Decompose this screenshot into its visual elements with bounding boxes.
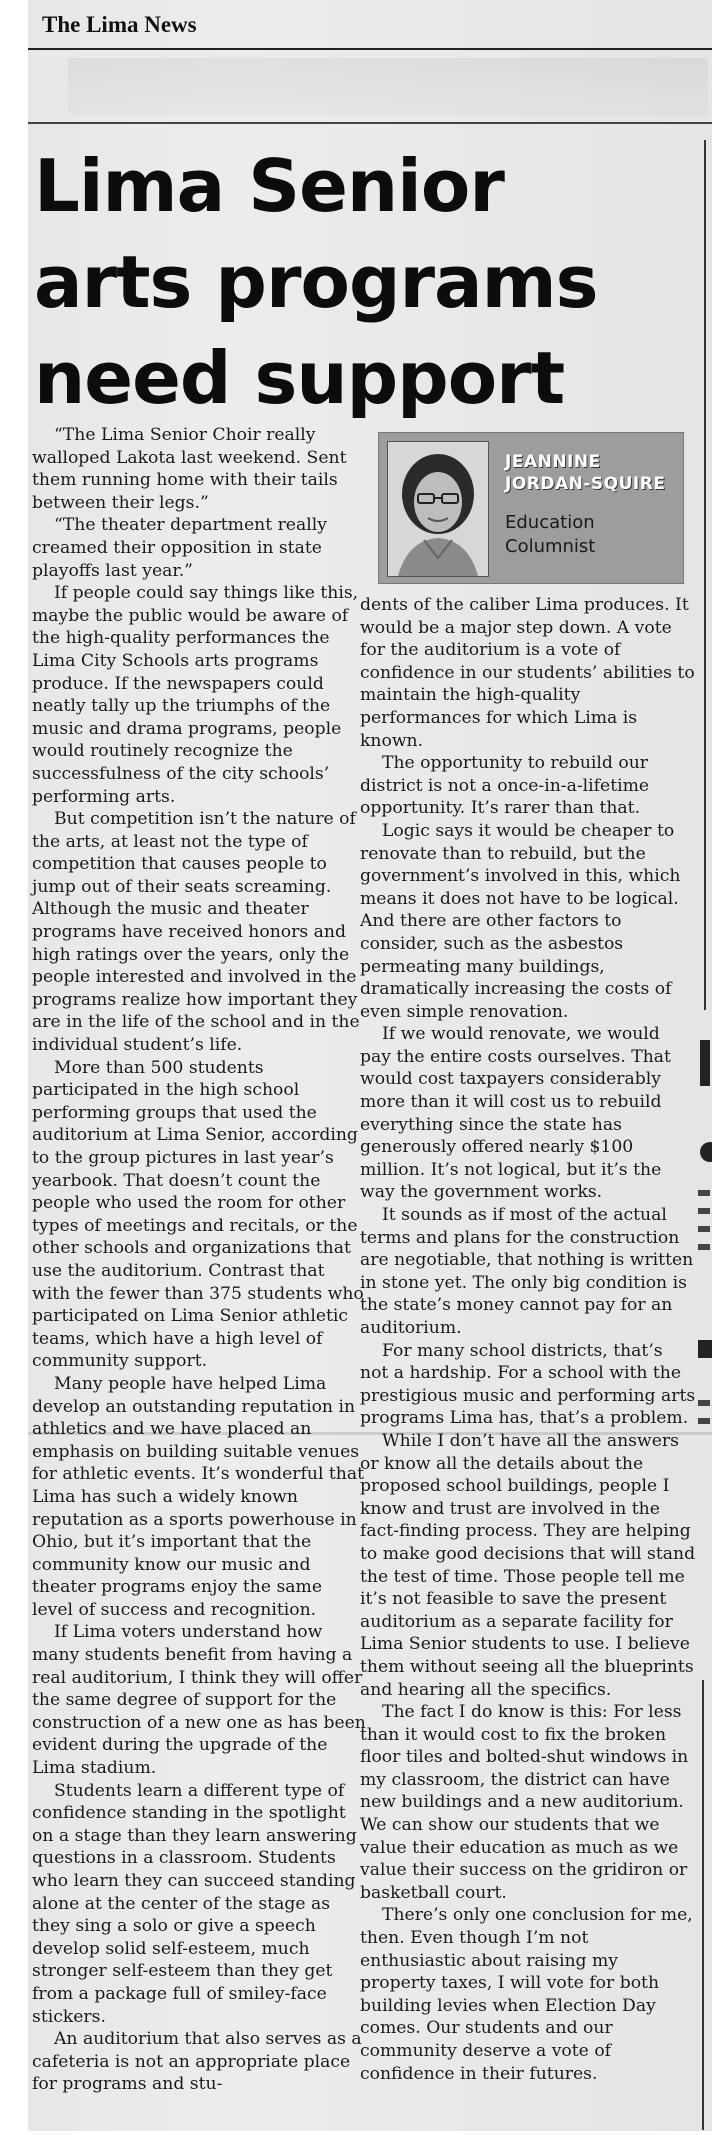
paragraph: For many school districts, that’s not a hardship. For a school with the prestigious music and performing arts programs Lima has, that’s a problem. — [360, 1340, 696, 1429]
paragraph: The opportunity to rebuild our district is not a once-in-a-lifetime opportunity. It’s rarer than that. — [360, 753, 650, 819]
columnist-portrait-icon — [388, 442, 488, 576]
paragraph: Logic says it would be cheaper to renovate than to rebuild, but the government’s involved in this, which means it does not have to be logical. And there are other factors to consider, such as the asbestos permeating many buildings, dramatically increasing the costs of even simple renovation. — [360, 820, 681, 1022]
masthead: The Lima News — [42, 12, 197, 37]
paragraph: Many people have helped Lima develop an outstanding reputation in athletics and we have placed an emphasis on building suitable venues for athletic events. It’s wonderful that Lima has such a widely known reputation as a sports powerhouse in Ohio, but it’s important that the community know our music and theater programs enjoy the same level of success and recognition. — [32, 1373, 365, 1620]
paragraph: There’s only one conclusion for me, then. Even though I’m not enthusiastic about raising my property taxes, I will vote for both building levies when Election Day comes. Our students and our community deserve a vote of confidence in their futures. — [360, 1905, 693, 2084]
columnist-role-line: Columnist — [505, 536, 596, 557]
paragraph: If people could say things like this, maybe the public would be aware of the high-quality performances the Lima City Schools arts programs produce. If the newspapers could neatly tally up the triumphs of the music and drama programs, people would routinely recognize the successfulness of the city schools’ performing arts. — [32, 583, 359, 807]
newspaper-clipping — [28, 0, 712, 2131]
columnist-name-last: JORDAN-SQUIRE — [505, 474, 666, 494]
headline-line: Lima Senior — [34, 144, 504, 228]
faded-banner — [68, 58, 708, 116]
paragraph: More than 500 students participated in the high school performing groups that used the auditorium at Lima Senior, according to the group pictures in last year’s yearbook. That doesn’t count the people who used the room for other types of meetings and recitals, or the other schools and organizations that use the auditorium. Contrast that with the fewer than 375 students who participated on Lima Senior athletic teams, which have a high level of community support. — [32, 1057, 364, 1372]
paragraph: “The Lima Senior Choir really walloped Lakota last weekend. Sent them running home with their tails between their legs.” — [32, 425, 347, 513]
fold-crease — [28, 1432, 712, 1435]
columnist-photo — [387, 441, 489, 577]
headline — [34, 138, 694, 426]
article-column-1 — [32, 424, 368, 2096]
article-column-2 — [360, 594, 696, 2085]
paragraph: “The theater department really creamed their opposition in state playoffs last year.” — [32, 515, 327, 581]
columnist-name-first: JEANNINE — [505, 452, 601, 472]
headline-line: need support — [34, 336, 565, 420]
banner-rule — [28, 122, 712, 124]
paragraph: The fact I do know is this: For less than it would cost to fix the broken floor tiles and bolted-shut windows in my classroom, the district can have new buildings and a new auditorium. We can show our students that we value their education as much as we value their success on the gridiron or basketball court. — [360, 1702, 689, 1903]
paragraph: An auditorium that also serves as a cafeteria is not an appropriate place for programs and stu- — [32, 2029, 362, 2095]
paragraph: dents of the caliber Lima produces. It would be a major step down. A vote for the auditorium is a vote of confidence in our students’ abilities to maintain the high-quality performances for which Lima is known. — [360, 595, 695, 751]
adjacent-page-edge — [694, 140, 712, 2131]
paragraph: If Lima voters understand how many students benefit from having a real auditorium, I think they will offer the same degree of support for the construction of a new one as has been evident during the upgrade of the Lima stadium. — [32, 1622, 366, 1779]
columnist-role — [505, 511, 675, 559]
paragraph: Students learn a different type of confidence standing in the spotlight on a stage than they learn answering questions in a classroom. Students who learn they can succeed standing alone at the center of the stage as they sing a solo or give a speech develop solid self-esteem, much stronger self-esteem than they get from a package full of smiley-face stickers. — [32, 1780, 357, 2027]
byline-box — [378, 432, 684, 584]
masthead-rule — [28, 48, 712, 50]
paragraph: While I don’t have all the answers or know all the details about the proposed school buildings, people I know and trust are involved in the fact-finding process. They are helping to make good decisions that will stand the test of time. Those people tell me it’s not feasible to save the present auditorium as a separate facility for Lima Senior students to use. I believe them without seeing all the blueprints and hearing all the specifics. — [360, 1430, 696, 1700]
columnist-role-line: Education — [505, 512, 595, 533]
headline-line: arts programs — [34, 240, 598, 324]
columnist-name — [505, 451, 675, 495]
paragraph: But competition isn’t the nature of the arts, at least not the type of competition that causes people to jump out of their seats screaming. Although the music and theater programs have received honors and high ratings over the years, only the people interested and involved in the programs realize how important they are in the life of the school and in the individual student’s life. — [32, 809, 360, 1056]
adjacent-column-marks-icon — [694, 140, 712, 2131]
paragraph: If we would renovate, we would pay the entire costs ourselves. That would cost taxpayers considerably more than it will cost us to rebuild everything since the state has generously offered nearly $100 million. It’s not logical, but it’s the way the government works. — [360, 1024, 671, 1203]
paragraph: It sounds as if most of the actual terms and plans for the construction are negotiable, that nothing is written in stone yet. The only big condition is the state’s money cannot pay for an auditorium. — [360, 1205, 694, 1338]
